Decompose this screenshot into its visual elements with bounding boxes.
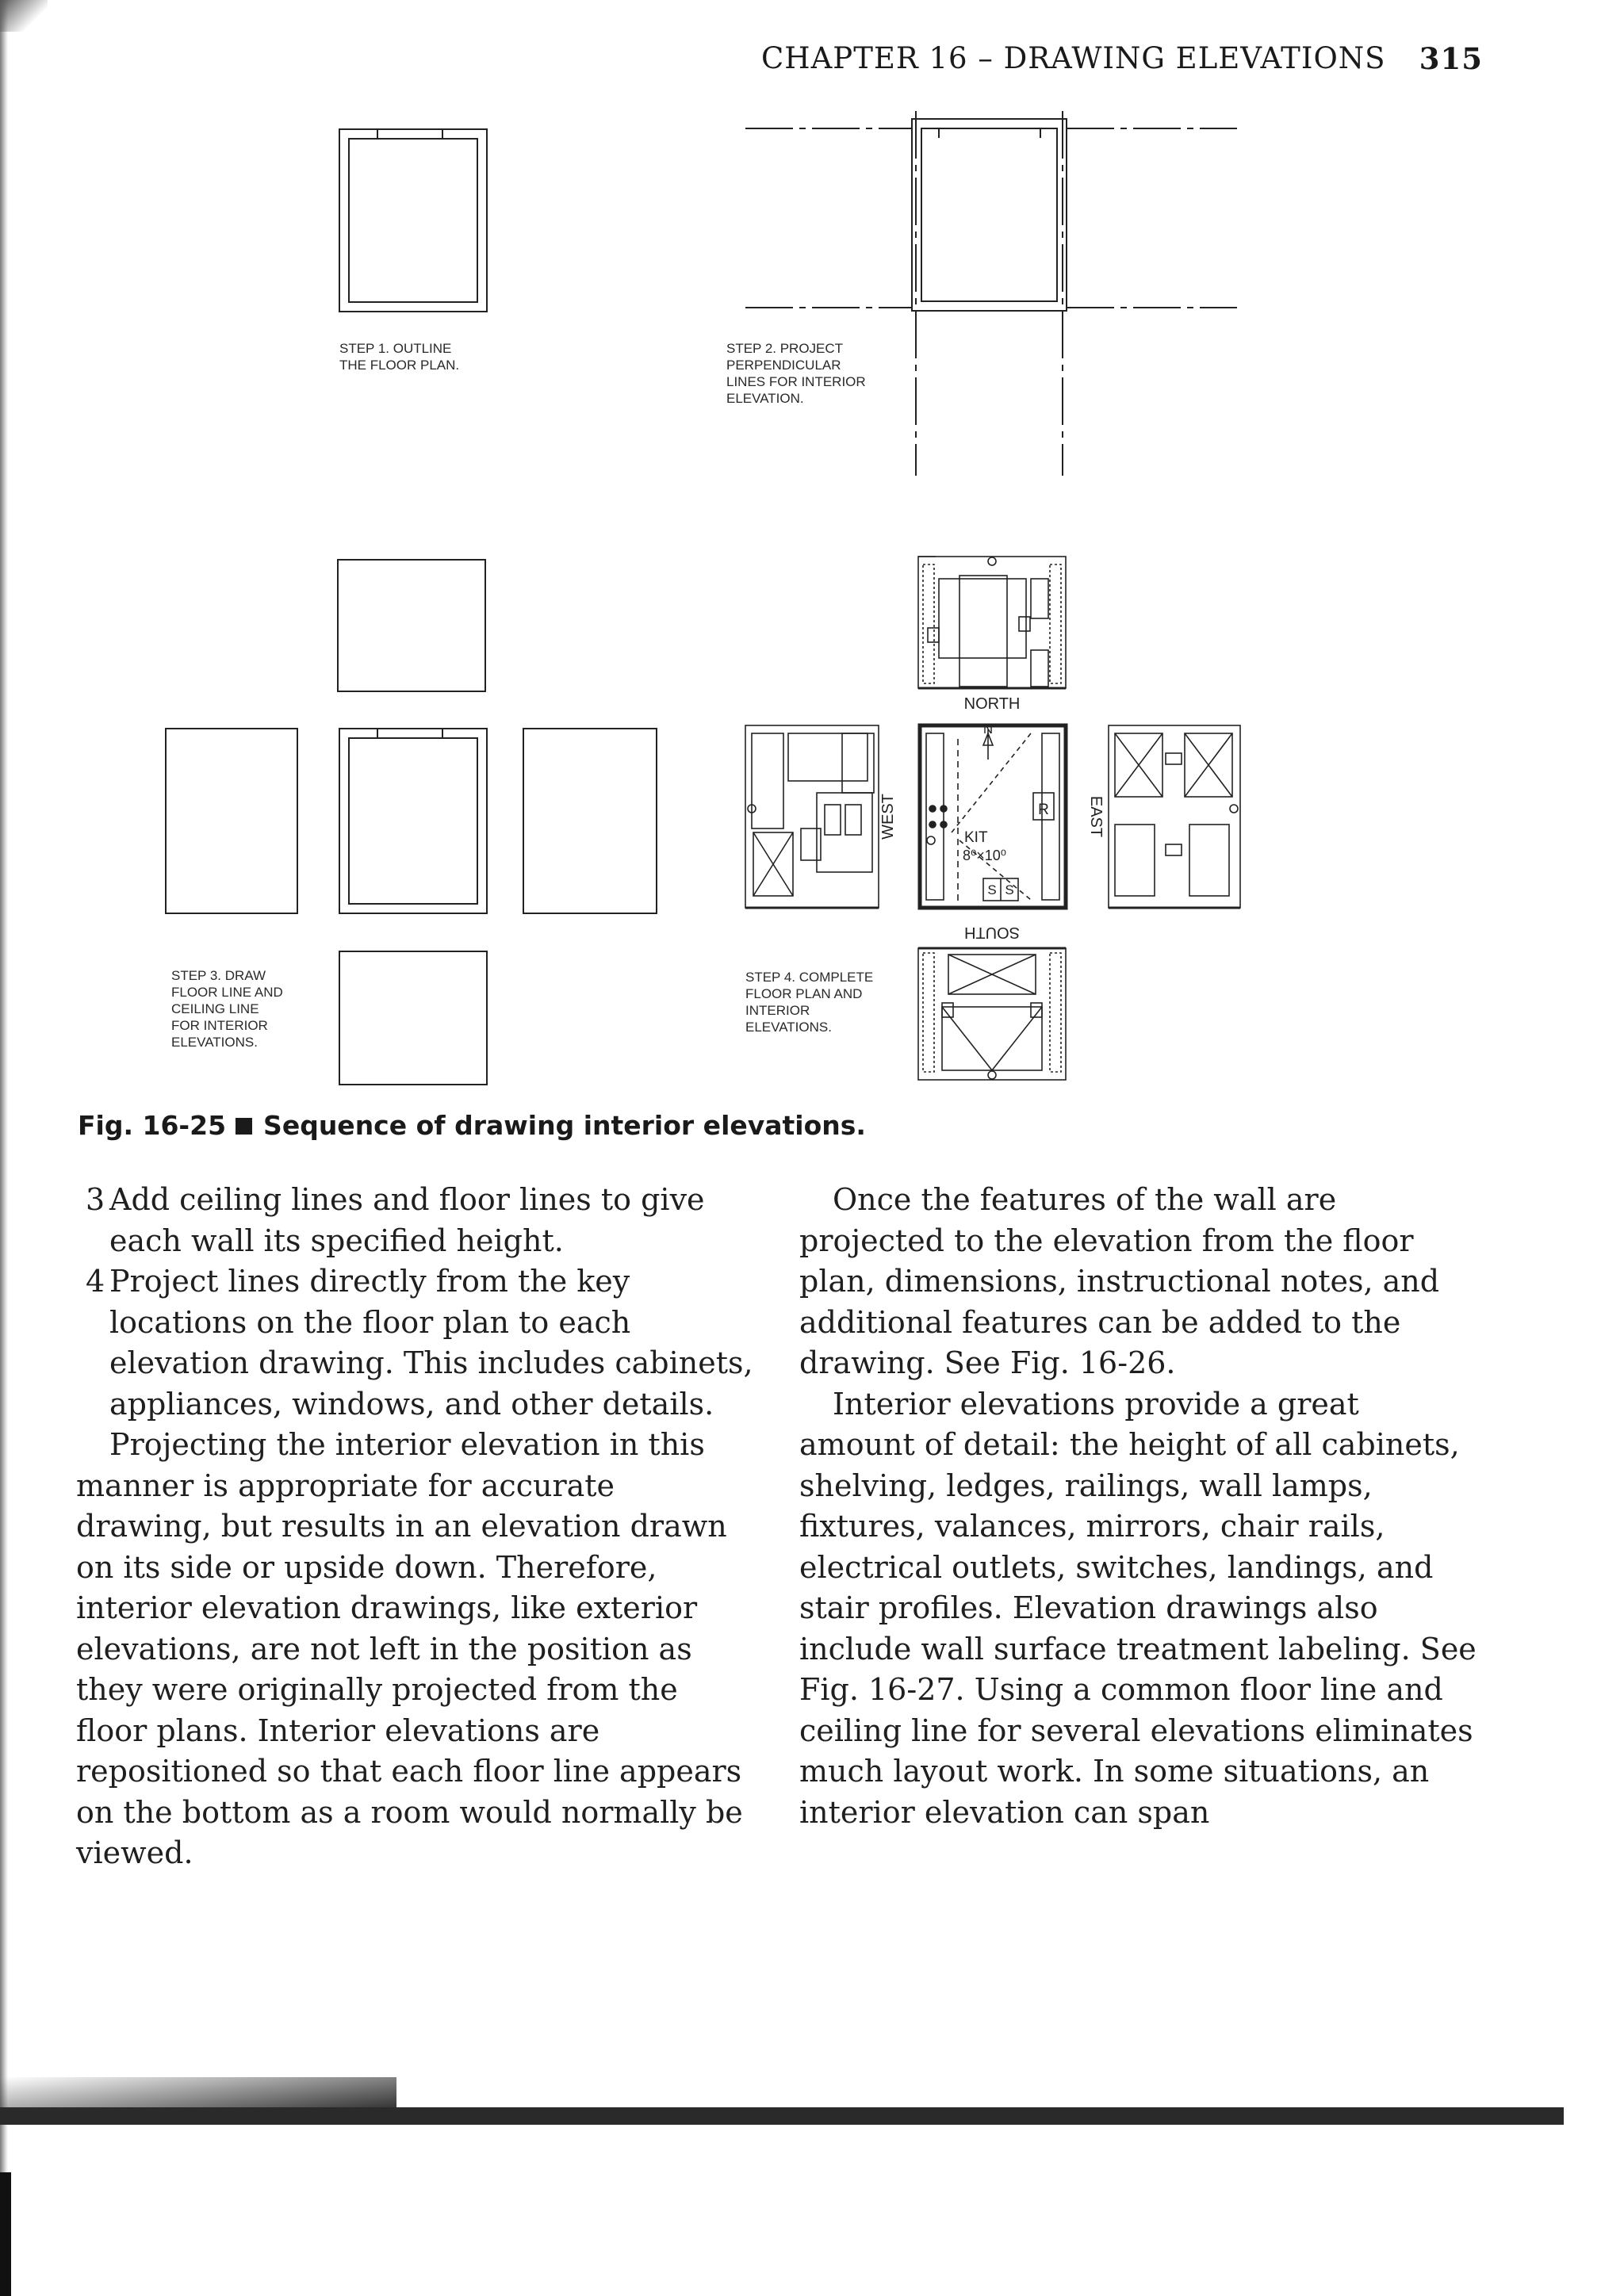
list-number: 3	[86, 1182, 105, 1217]
label-s-left: S	[987, 882, 997, 897]
label-kit-dims: 8⁰×10⁰	[963, 848, 1006, 863]
label-north: NORTH	[963, 695, 1021, 713]
figure-caption	[78, 1110, 866, 1141]
figure-drawing	[0, 0, 1624, 1110]
step3-label: STEP 3. DRAW FLOOR LINE AND CEILING LINE FOR INTERIOR ELEVATIONS.	[171, 968, 283, 1050]
list-text: Project lines directly from the key locations on the floor plan to each elevation drawing. This includes cabinets, appliances, windows, and other details.	[109, 1264, 753, 1422]
left-column	[76, 1180, 755, 1874]
caption-text: Sequence of drawing interior elevations.	[263, 1110, 866, 1141]
list-item-3	[76, 1180, 755, 1261]
scan-page-edge	[0, 2107, 1564, 2125]
label-east: EAST	[1087, 795, 1105, 838]
label-s-right: S	[1005, 882, 1014, 897]
paragraph-projecting: Projecting the interior elevation in this manner is appropriate for accurate drawing, but results in an elevation drawn on its side or upside down. Therefore, interior elevation drawings, like exterior elevations, are not left in the position as they were originally projected from the floor plans. Interior elevations are repositioned so that each floor line appears on the bottom as a room would normally be viewed.	[76, 1427, 743, 1870]
step1-label: STEP 1. OUTLINE THE FLOOR PLAN.	[339, 341, 460, 373]
chapter-title: CHAPTER 16 – DRAWING ELEVATIONS	[761, 41, 1386, 75]
label-west: WEST	[879, 794, 897, 840]
step2-label: STEP 2. PROJECT PERPENDICULAR LINES FOR INTERIOR ELEVATION.	[726, 341, 866, 406]
figure-16-25	[0, 0, 1624, 1110]
list-text: Add ceiling lines and floor lines to give each wall its specified height.	[109, 1182, 705, 1258]
step1-floor-plan-outline	[339, 129, 487, 312]
caption-square-icon	[236, 1118, 252, 1135]
step2-projection-plan	[745, 111, 1237, 476]
scan-binding-edge	[0, 2172, 11, 2296]
label-south: SOUTH	[964, 924, 1020, 941]
label-n-arrow: N	[982, 721, 994, 737]
label-kit: KIT	[964, 829, 988, 846]
label-r: R	[1038, 802, 1049, 818]
paragraph-features: Once the features of the wall are projected to the elevation from the floor plan, dimensions, instructional notes, and additional features can be added to the drawing. See Fig. 16-26.	[799, 1182, 1440, 1380]
page-number: 315	[1419, 41, 1483, 76]
paragraph-interior-elevations: Interior elevations provide a great amount of detail: the height of all cabinets, shelving, ledges, railings, wall lamps, fixtures, valances, mirrors, chair rails, electrical outlets, switches, landings, and stair profiles. Elevation drawings also include wall surface treatment labeling. See Fig. 16-27. Using a common floor line and ceiling line for several elevations eliminates much layout work. In some situations, an interior elevation can span	[799, 1386, 1477, 1830]
list-number: 4	[86, 1264, 105, 1299]
caption-label: Fig. 16-25	[78, 1110, 227, 1141]
step4-label: STEP 4. COMPLETE FLOOR PLAN AND INTERIOR ELEVATIONS.	[745, 970, 874, 1035]
right-column	[799, 1180, 1481, 1833]
list-item-4	[76, 1261, 755, 1425]
